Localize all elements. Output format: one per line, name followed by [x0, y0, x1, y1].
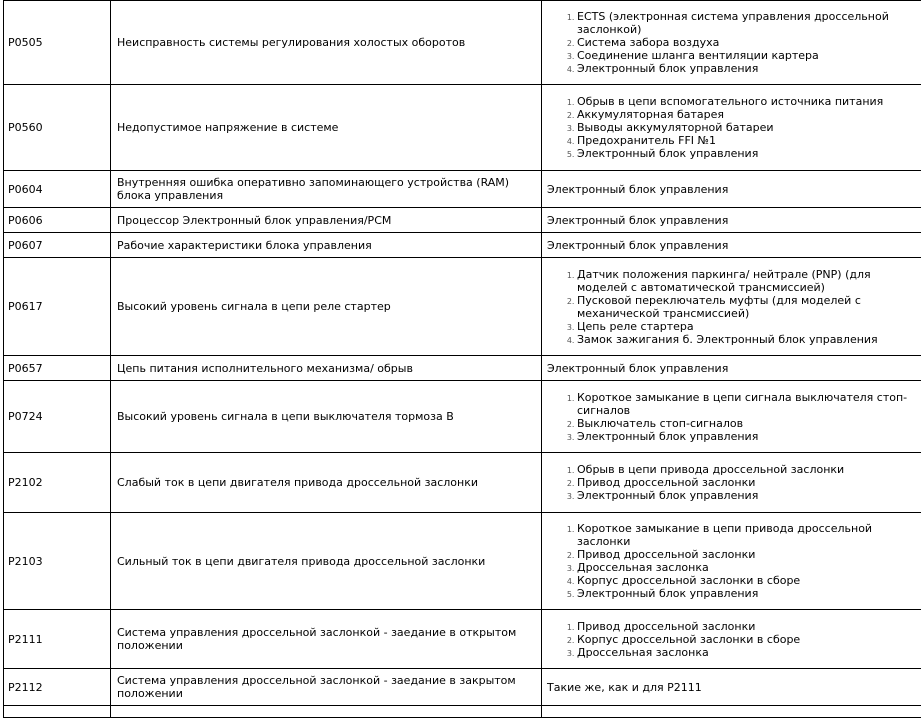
table-row: [4, 1, 921, 85]
cause-item: 2. Корпус дроссельной заслонки в сборе: [577, 633, 921, 646]
cause-list: [547, 10, 921, 75]
dtc-code: P0607: [4, 233, 111, 258]
cause-item: 3. Цепь реле стартера: [577, 320, 921, 333]
table-row: [4, 208, 921, 233]
cause-item: 5. Электронный блок управления: [577, 147, 921, 160]
table-row: [4, 381, 921, 453]
cause-item: 4. Электронный блок управления: [577, 62, 921, 75]
dtc-code: P0505: [4, 1, 111, 85]
dtc-causes: [542, 171, 921, 208]
cause-item: 2. Пусковой переключатель муфты (для моделей с механической трансмиссией): [577, 294, 921, 320]
table-row: [4, 706, 921, 718]
table-row: [4, 669, 921, 706]
dtc-description: Внутренняя ошибка оперативно запоминающего устройства (RAM) блока управления: [111, 171, 542, 208]
table-row: [4, 85, 921, 171]
cause-item: 3. Дроссельная заслонка: [577, 561, 921, 574]
dtc-causes: [542, 1, 921, 85]
dtc-description: Процессор Электронный блок управления/PCM: [111, 208, 542, 233]
cause-text: Электронный блок управления: [547, 183, 728, 196]
cause-item: 3. Соединение шланга вентиляции картера: [577, 49, 921, 62]
dtc-description: Слабый ток в цепи двигателя привода дроссельной заслонки: [111, 453, 542, 513]
dtc-causes: [542, 356, 921, 381]
dtc-description: Рабочие характеристики блока управления: [111, 233, 542, 258]
dtc-table: [3, 0, 921, 718]
cause-list: [547, 391, 921, 443]
cause-list: [547, 463, 921, 502]
table-row: [4, 513, 921, 610]
dtc-causes: [542, 706, 921, 718]
dtc-description: Сильный ток в цепи двигателя привода дроссельной заслонки: [111, 513, 542, 610]
cause-text: Электронный блок управления: [547, 239, 728, 252]
cause-item: 1. Обрыв в цепи привода дроссельной заслонки: [577, 463, 921, 476]
dtc-code: P0560: [4, 85, 111, 171]
dtc-causes: [542, 669, 921, 706]
cause-list: [547, 620, 921, 659]
dtc-code: P2102: [4, 453, 111, 513]
dtc-causes: [542, 453, 921, 513]
cause-list: [547, 522, 921, 600]
dtc-code: P2111: [4, 610, 111, 669]
dtc-code: P0604: [4, 171, 111, 208]
dtc-code: P0617: [4, 258, 111, 356]
dtc-description: Система управления дроссельной заслонкой - заедание в открытом положении: [111, 610, 542, 669]
dtc-description: [111, 706, 542, 718]
cause-item: 2. Система забора воздуха: [577, 36, 921, 49]
table-row: [4, 233, 921, 258]
cause-item: 2. Привод дроссельной заслонки: [577, 476, 921, 489]
cause-item: 1. ECTS (электронная система управления дроссельной заслонкой): [577, 10, 921, 36]
cause-item: 3. Электронный блок управления: [577, 430, 921, 443]
dtc-causes: [542, 233, 921, 258]
table-row: [4, 356, 921, 381]
dtc-code: [4, 706, 111, 718]
dtc-description: Неисправность системы регулирования холостых оборотов: [111, 1, 542, 85]
dtc-causes: [542, 85, 921, 171]
table-row: [4, 171, 921, 208]
dtc-causes: [542, 381, 921, 453]
cause-item: 2. Выключатель стоп-сигналов: [577, 417, 921, 430]
cause-list: [547, 95, 921, 160]
dtc-causes: [542, 208, 921, 233]
cause-item: 2. Аккумуляторная батарея: [577, 108, 921, 121]
dtc-description: Высокий уровень сигнала в цепи реле стартер: [111, 258, 542, 356]
cause-list: [547, 268, 921, 346]
dtc-causes: [542, 258, 921, 356]
cause-item: 2. Привод дроссельной заслонки: [577, 548, 921, 561]
dtc-code: P0657: [4, 356, 111, 381]
cause-text: Электронный блок управления: [547, 362, 728, 375]
dtc-description: Цепь питания исполнительного механизма/ обрыв: [111, 356, 542, 381]
table-row: [4, 610, 921, 669]
cause-item: 5. Электронный блок управления: [577, 587, 921, 600]
cause-item: 1. Короткое замыкание в цепи привода дроссельной заслонки: [577, 522, 921, 548]
dtc-causes: [542, 610, 921, 669]
dtc-table-body: [4, 1, 921, 718]
cause-text: Такие же, как и для P2111: [547, 681, 702, 694]
cause-item: 3. Электронный блок управления: [577, 489, 921, 502]
dtc-code: P0724: [4, 381, 111, 453]
cause-text: Электронный блок управления: [547, 214, 728, 227]
cause-item: 1. Обрыв в цепи вспомогательного источника питания: [577, 95, 921, 108]
dtc-description: Недопустимое напряжение в системе: [111, 85, 542, 171]
cause-item: 1. Датчик положения паркинга/ нейтрале (PNP) (для моделей с автоматической трансмиссией): [577, 268, 921, 294]
cause-item: 1. Короткое замыкание в цепи сигнала выключателя стоп-сигналов: [577, 391, 921, 417]
dtc-description: Система управления дроссельной заслонкой - заедание в закрытом положении: [111, 669, 542, 706]
cause-item: 1. Привод дроссельной заслонки: [577, 620, 921, 633]
cause-item: 4. Корпус дроссельной заслонки в сборе: [577, 574, 921, 587]
table-row: [4, 453, 921, 513]
dtc-code: P2103: [4, 513, 111, 610]
table-row: [4, 258, 921, 356]
cause-item: 3. Выводы аккумуляторной батареи: [577, 121, 921, 134]
cause-item: 4. Предохранитель FFI №1: [577, 134, 921, 147]
cause-item: 3. Дроссельная заслонка: [577, 646, 921, 659]
dtc-code: P2112: [4, 669, 111, 706]
dtc-code: P0606: [4, 208, 111, 233]
cause-item: 4. Замок зажигания б. Электронный блок управления: [577, 333, 921, 346]
dtc-description: Высокий уровень сигнала в цепи выключателя тормоза В: [111, 381, 542, 453]
dtc-causes: [542, 513, 921, 610]
